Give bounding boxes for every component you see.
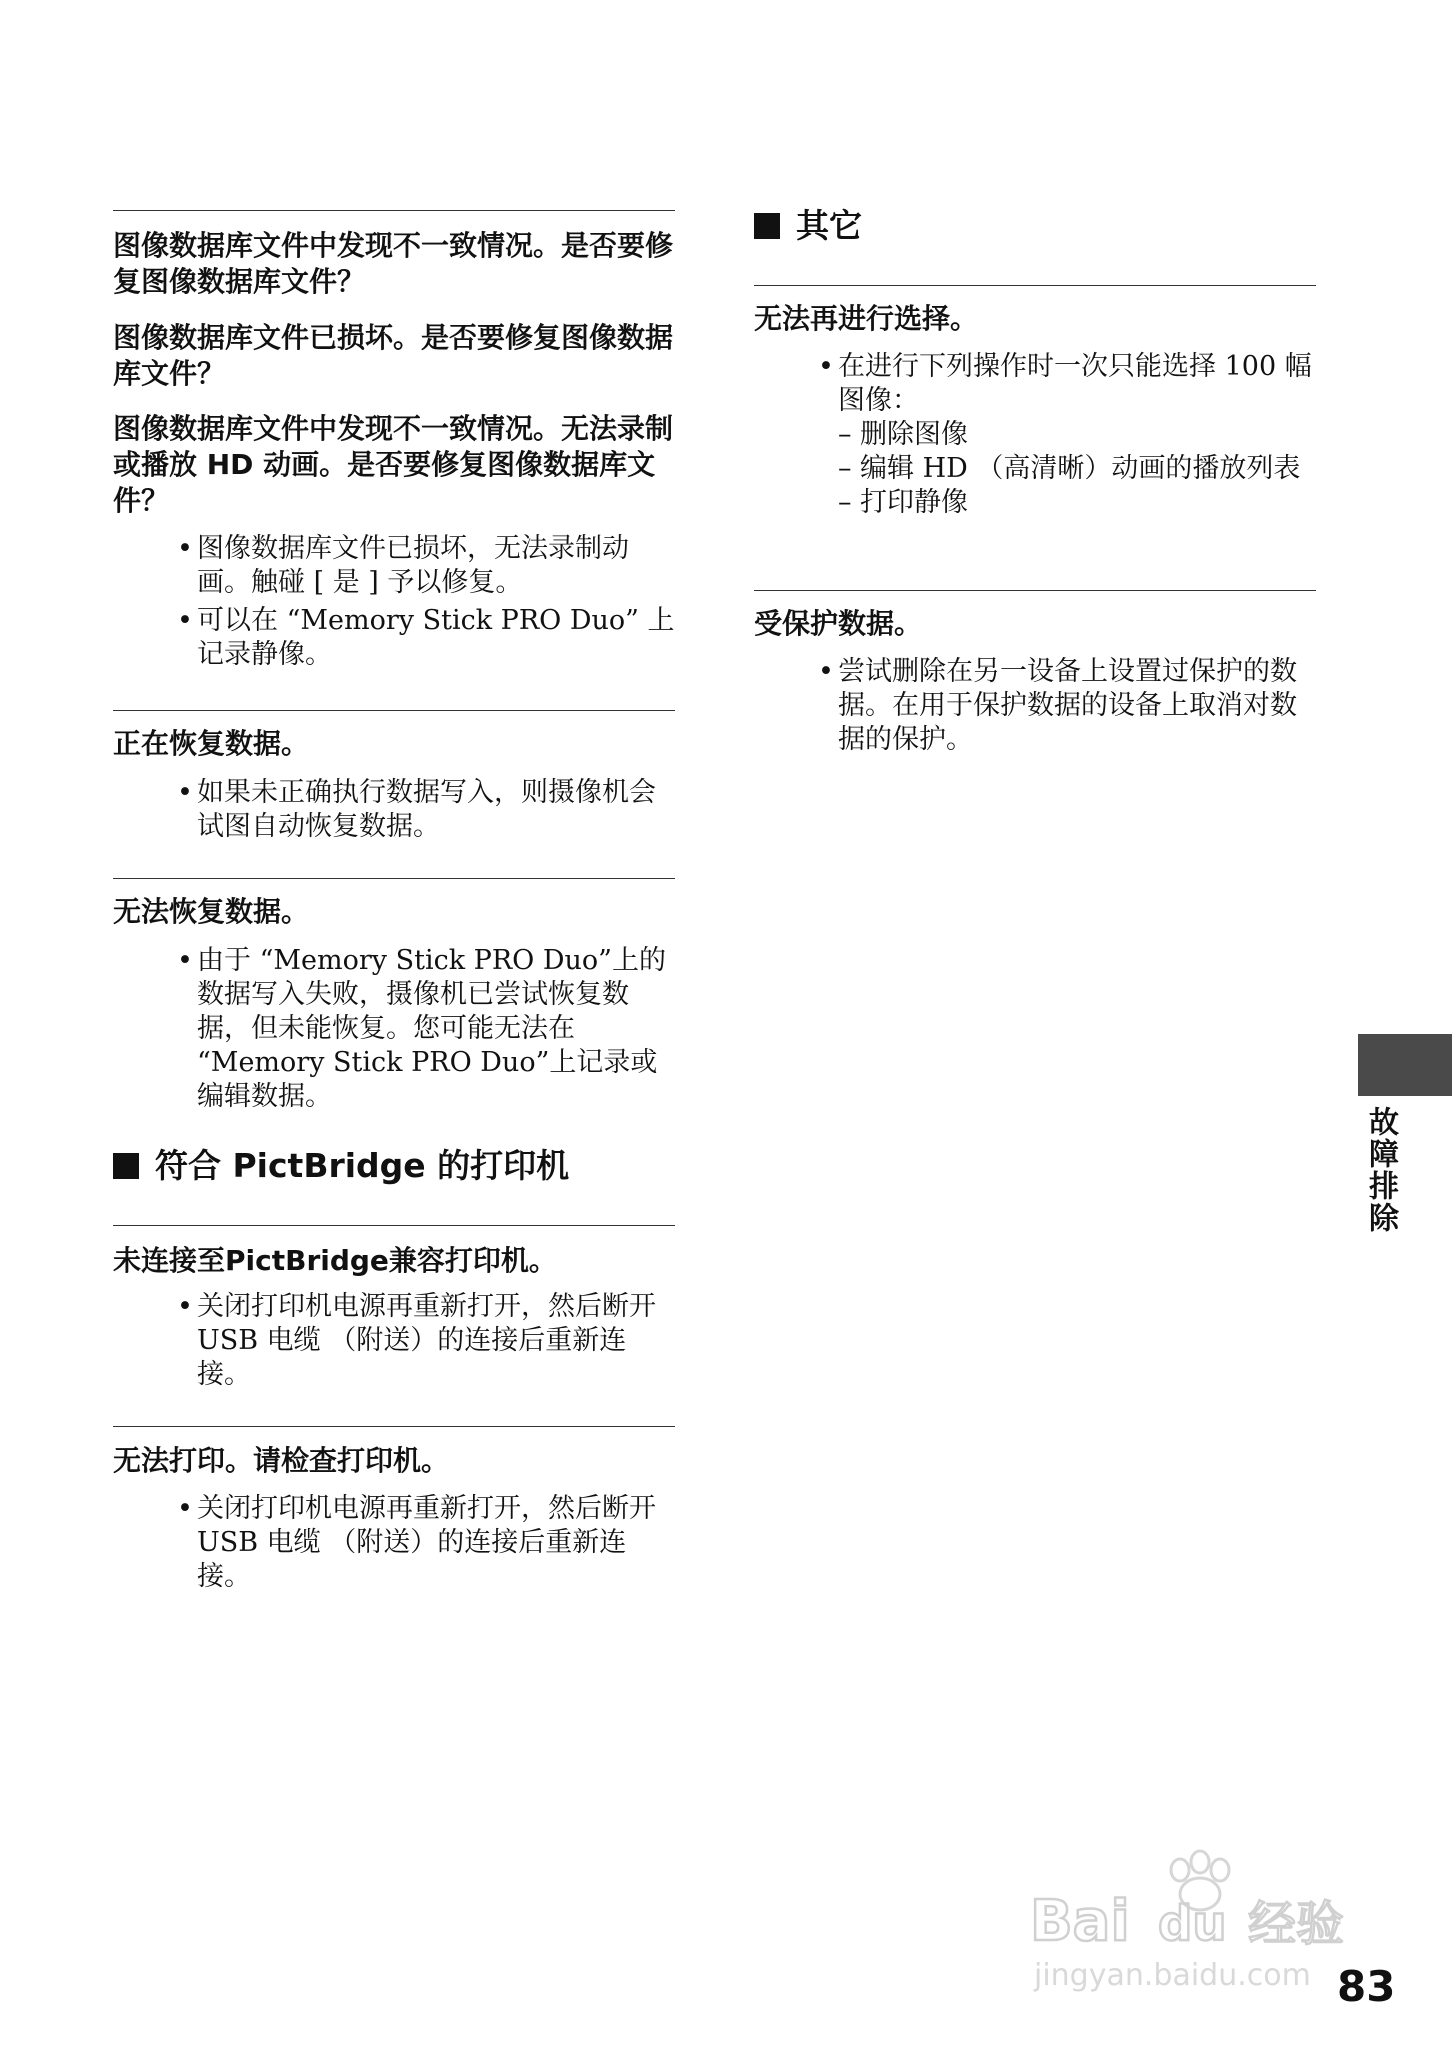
error-heading-no-more-selection: 无法再进行选择。 — [754, 302, 979, 335]
remedy-item: • 图像数据库文件已损坏，无法录制动画。触碰 [ 是 ] 予以修复。 — [177, 533, 629, 598]
error-heading-cannot-print: 无法打印。请检查打印机。 — [113, 1444, 450, 1477]
remedy-list — [175, 776, 675, 848]
error-heading-not-connected: 未连接至PictBridge兼容打印机。 — [113, 1244, 557, 1277]
svg-text:du: du — [1158, 1896, 1227, 1948]
remedy-list — [175, 1290, 675, 1396]
section-divider — [113, 210, 675, 211]
remedy-list — [816, 350, 1316, 524]
error-message-inconsistent-db: 图像数据库文件中发现不一致情况。是否要修复图像数据库文件？ — [113, 229, 674, 298]
section-divider — [113, 1225, 675, 1226]
baidu-watermark-logo — [1030, 1848, 1360, 1948]
error-heading-recovering: 正在恢复数据。 — [113, 727, 310, 760]
svg-text:经验: 经验 — [1248, 1896, 1345, 1948]
sub-item: – 编辑 HD （高清晰）动画的播放列表 — [838, 453, 1301, 484]
remedy-list — [816, 655, 1316, 761]
section-divider — [754, 590, 1316, 591]
error-heading-protected-data: 受保护数据。 — [754, 607, 923, 640]
section-divider — [113, 710, 675, 711]
square-bullet-icon — [113, 1153, 139, 1179]
remedy-item: • 由于 “Memory Stick PRO Duo”上的数据写入失败，摄像机已尝试恢复数据，但未能恢复。您可能无法在 “Memory Stick PRO Duo”上记录或编辑数据。 — [177, 945, 666, 1112]
remedy-list — [175, 1492, 675, 1598]
side-tab-label: 故障排除 — [1363, 1106, 1398, 1234]
remedy-item: • 关闭打印机电源再重新打开，然后断开 USB 电缆 （附送）的连接后重新连接。 — [177, 1493, 656, 1592]
sub-item: – 删除图像 — [838, 419, 968, 450]
side-tab-marker — [1358, 1034, 1452, 1096]
remedy-item: • 关闭打印机电源再重新打开，然后断开 USB 电缆 （附送）的连接后重新连接。 — [177, 1291, 656, 1390]
section-title-other: 其它 — [754, 206, 1316, 246]
remedy-list — [175, 532, 675, 676]
section-divider — [754, 285, 1316, 286]
svg-text:Bai: Bai — [1030, 1889, 1130, 1948]
remedy-item: • 如果未正确执行数据写入，则摄像机会试图自动恢复数据。 — [177, 777, 656, 842]
section-divider — [113, 878, 675, 879]
remedy-item: • 可以在 “Memory Stick PRO Duo” 上记录静像。 — [177, 605, 675, 670]
section-title-pictbridge: 符合 PictBridge 的打印机 — [113, 1146, 675, 1186]
remedy-list — [175, 944, 675, 1118]
section-divider — [113, 1426, 675, 1427]
square-bullet-icon — [754, 213, 780, 239]
error-message-db-corrupted: 图像数据库文件已损坏。是否要修复图像数据库文件？ — [113, 321, 674, 390]
sub-item: – 打印静像 — [838, 487, 968, 518]
watermark-url: jingyan.baidu.com — [1034, 1958, 1311, 1993]
page-number: 83 — [1337, 1962, 1396, 2011]
error-message-inconsistent-db-hd: 图像数据库文件中发现不一致情况。无法录制或播放 HD 动画。是否要修复图像数据库文件？ — [113, 412, 674, 517]
remedy-item: • 尝试删除在另一设备上设置过保护的数据。在用于保护数据的设备上取消对数据的保护。 — [818, 656, 1297, 755]
remedy-item: • 在进行下列操作时一次只能选择 100 幅图像： – 删除图像 – 编辑 HD （高清晰）动画的播放列表 – 打印静像 — [816, 350, 1316, 520]
error-heading-cannot-recover: 无法恢复数据。 — [113, 895, 310, 928]
